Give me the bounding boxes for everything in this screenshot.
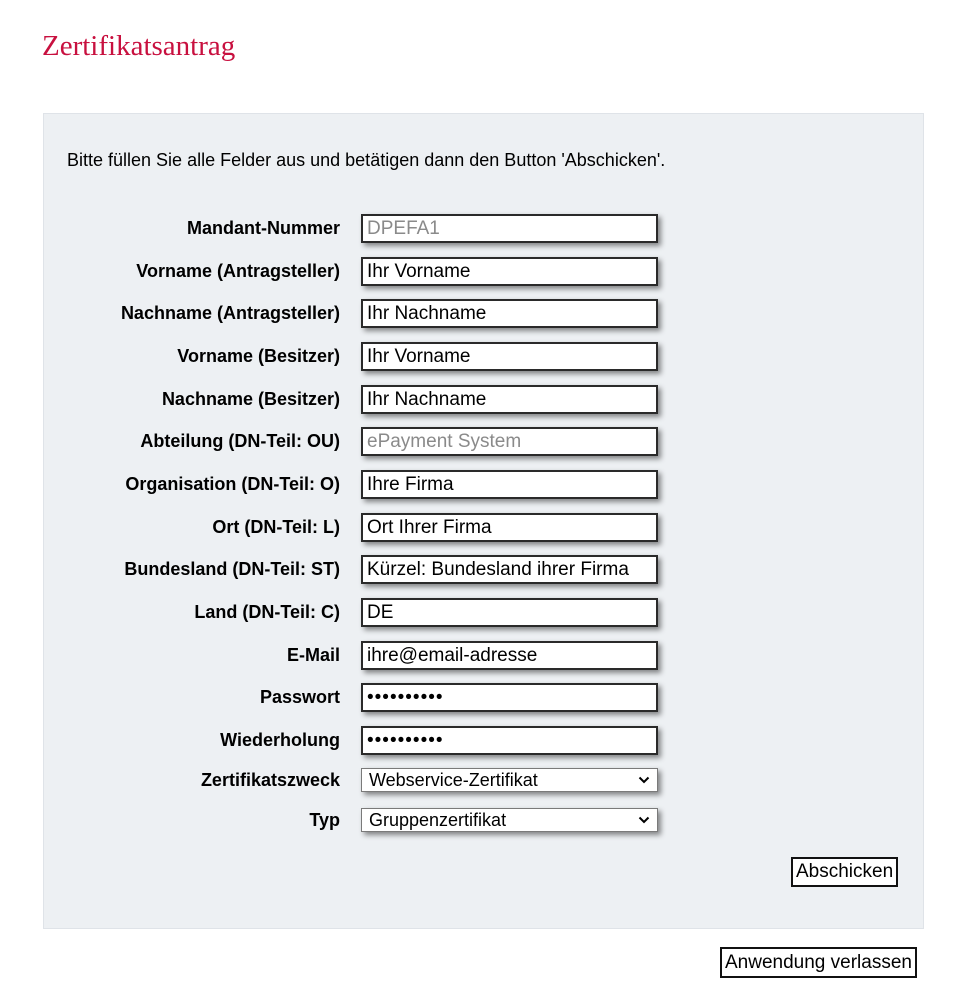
abteilung-input[interactable] [361,427,658,456]
chevron-down-icon [638,775,650,785]
nachname-antragsteller-input[interactable] [361,299,658,328]
vorname-antragsteller-label: Vorname (Antragsteller) [136,261,340,281]
typ-label: Typ [309,810,340,830]
submit-button[interactable]: Abschicken [791,857,898,887]
bundesland-input[interactable] [361,555,658,584]
organisation-input[interactable] [361,470,658,499]
zertifikatszweck-select[interactable] [361,768,658,792]
mandant-nummer-input[interactable] [361,214,658,243]
ort-input[interactable] [361,513,658,542]
email-field[interactable] [361,641,658,670]
zertifikatszweck-selected-value: Webservice-Zertifikat [369,770,538,790]
vorname-besitzer-label: Vorname (Besitzer) [177,346,340,366]
zertifikatszweck-label: Zertifikatszweck [200,770,340,790]
chevron-down-icon [638,815,650,825]
leave-application-button[interactable]: Anwendung verlassen [720,947,917,978]
nachname-besitzer-label: Nachname (Besitzer) [161,389,340,409]
vorname-antragsteller-input[interactable] [361,257,658,286]
mandant-nummer-label: Mandant-Nummer [186,218,340,238]
abteilung-label: Abteilung (DN-Teil: OU) [140,431,340,451]
password-field[interactable] [361,683,658,712]
typ-selected-value: Gruppenzertifikat [369,810,507,830]
page-title: Zertifikatsantrag [42,30,236,62]
nachname-besitzer-input[interactable] [361,385,658,414]
password-repeat-field[interactable] [361,726,658,755]
wiederholung-label: Wiederholung [220,730,340,750]
bundesland-label: Bundesland (DN-Teil: ST) [124,559,340,579]
nachname-antragsteller-label: Nachname (Antragsteller) [120,303,340,323]
passwort-label: Passwort [259,687,340,707]
email-label: E-Mail [286,645,340,665]
form-panel [43,113,924,929]
typ-select[interactable] [361,808,658,832]
land-input[interactable] [361,598,658,627]
form-instruction: Bitte füllen Sie alle Felder aus und betätigen dann den Button 'Abschicken'. [67,150,666,170]
ort-label: Ort (DN-Teil: L) [212,517,340,537]
organisation-label: Organisation (DN-Teil: O) [125,474,340,494]
vorname-besitzer-input[interactable] [361,342,658,371]
land-label: Land (DN-Teil: C) [194,602,340,622]
